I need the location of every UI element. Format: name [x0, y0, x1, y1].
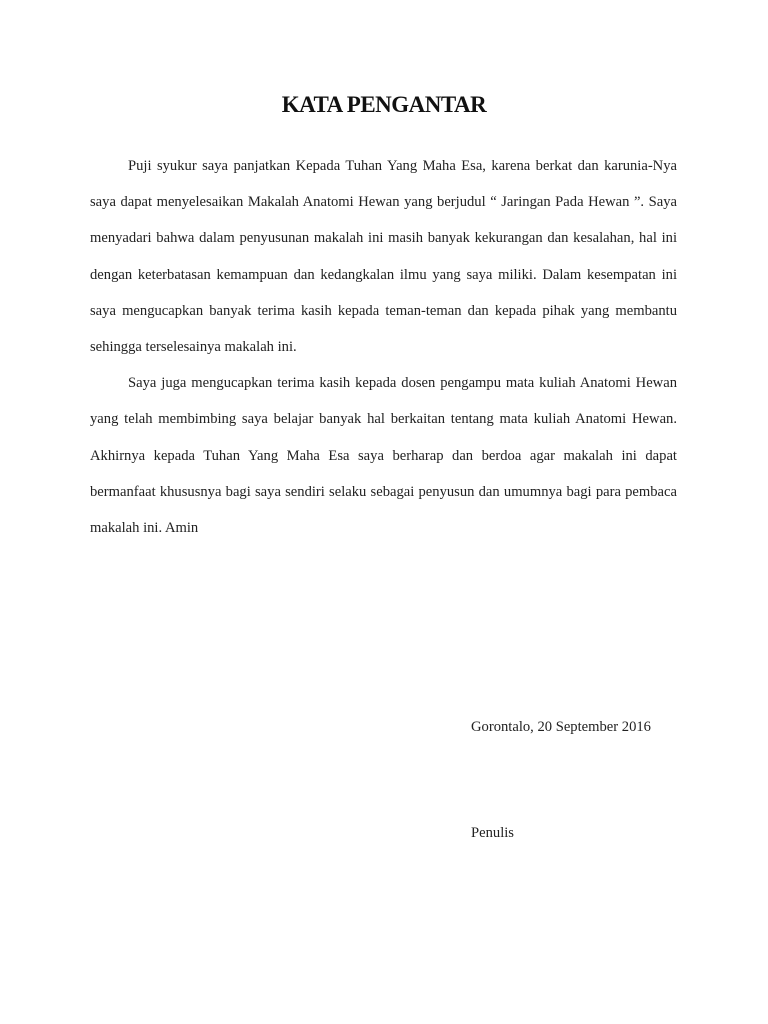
author-signature: Penulis [471, 825, 514, 841]
document-body [90, 148, 677, 546]
page-title: KATA PENGANTAR [281, 92, 487, 117]
place-date: Gorontalo, 20 September 2016 [471, 719, 651, 735]
paragraph-2: Saya juga mengucapkan terima kasih kepada dosen pengampu mata kuliah Anatomi Hewan yang telah membimbing saya belajar banyak hal berkaitan tentang mata kuliah Anatomi Hewan. Akhirnya kepada Tuhan Yang Maha Esa saya berharap dan berdoa agar makalah ini dapat bermanfaat khususnya bagi saya sendiri selaku sebagai penyusun dan umumnya bagi para pembaca makalah ini. Amin [90, 375, 677, 537]
paragraph-1: Puji syukur saya panjatkan Kepada Tuhan Yang Maha Esa, karena berkat dan karunia-Nya saya dapat menyelesaikan Makalah Anatomi Hewan yang berjudul “ Jaringan Pada Hewan ”. Saya menyadari bahwa dalam penyusunan makalah ini masih banyak kekurangan dan kesalahan, hal ini dengan keterbatasan kemampuan dan kedangkalan ilmu yang saya miliki. Dalam kesempatan ini saya mengucapkan banyak terima kasih kepada teman-teman dan kepada pihak yang membantu sehingga terselesainya makalah ini. [90, 158, 677, 356]
